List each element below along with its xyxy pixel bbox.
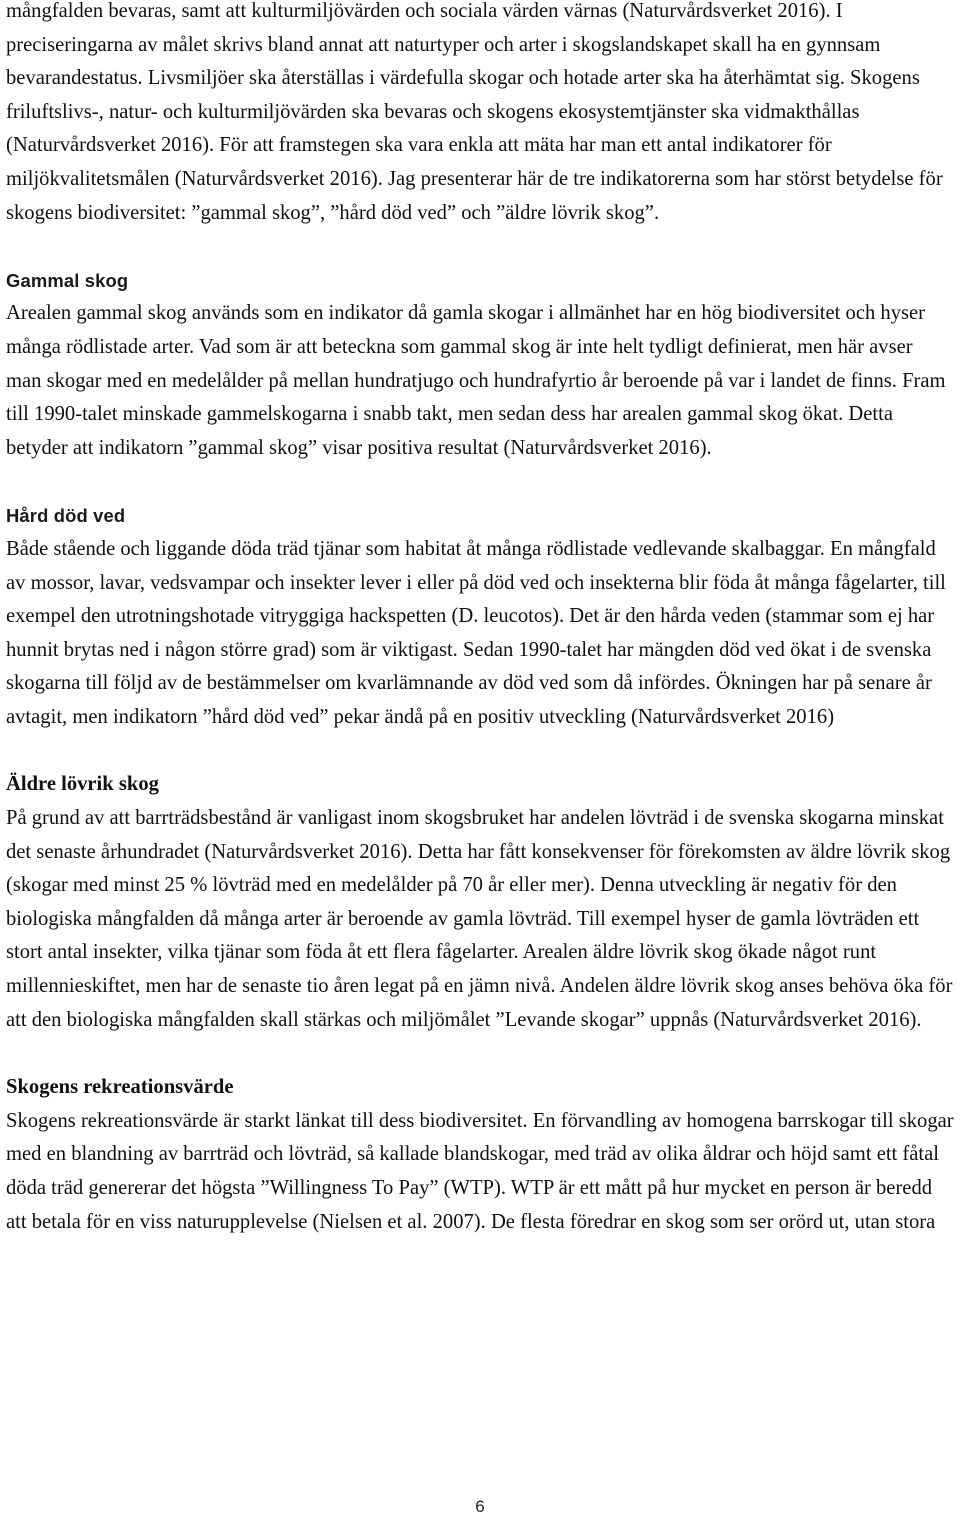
paragraph-gap: [6, 734, 960, 768]
section-body-gammal-skog: Arealen gammal skog används som en indikator då gamla skogar i allmänhet har en hög biodiversitet och hyser många rödlistade arter. Vad som är att beteckna som gammal skog är inte helt tydligt definierat, men här avser man skogar med en medelålder på mellan hundratjugo och hundrafyrtio år beroende på var i landet de finns. Fram till 1990-talet minskade gammelskogarna i snabb takt, men sedan dess har arealen gammal skog ökat. Detta betyder att indikatorn ”gammal skog” visar positiva resultat (Naturvårdsverket 2016).: [6, 302, 946, 459]
paragraph-gap: [6, 1037, 960, 1071]
section-heading-hard-dod-ved: Hård död ved: [6, 505, 126, 527]
paragraph-gap: [6, 230, 960, 264]
section-heading-gammal-skog: Gammal skog: [6, 269, 129, 291]
section-heading-skogens-rekreationsvarde: Skogens rekreationsvärde: [6, 1076, 234, 1099]
section-heading-aldre-lovrik-skog: Äldre lövrik skog: [6, 773, 159, 796]
section-body-aldre-lovrik-skog: På grund av att barrträdsbestånd är vanligast inom skogsbruket har andelen lövträd i de svenska skogarna minskat det senaste århundradet (Naturvårdsverket 2016). Detta har fått konsekvenser för förekomsten av äldre lövrik skog (skogar med minst 25 % lövträd med en medelålder på 70 år eller mer). Denna utveckling är negativ för den biologiska mångfalden då många arter är beroende av gamla lövträd. Till exempel hyser de gamla lövträden ett stort antal insekter, vilka tjänar som föda åt ett flera fågelarter. Arealen äldre lövrik skog ökade något runt millennieskiftet, men har de senaste tio åren legat på en jämn nivå. Andelen äldre lövrik skog anses behöva öka för att den biologiska mångfalden skall stärkas och miljömålet ”Levande skogar” uppnås (Naturvårdsverket 2016).: [6, 807, 953, 1031]
page-content: [6, 0, 960, 1239]
page-number: 6: [475, 1497, 485, 1516]
intro-paragraph: mångfalden bevaras, samt att kulturmiljövärden och sociala värden värnas (Naturvårdsverket 2016). I preciseringarna av målet skrivs bland annat att naturtyper och arter i skogslandskapet skall ha en gynnsam bevarandestatus. Livsmiljöer ska återställas i värdefulla skogar och hotade arter ska ha återhämtat sig. Skogens friluftslivs-, natur- och kulturmiljövärden ska bevaras och skogens ekosystemtjänster ska vidmakthållas (Naturvårdsverket 2016). För att framstegen ska vara enkla att mäta har man ett antal indikatorer för miljökvalitetsmålen (Naturvårdsverket 2016). Jag presenterar här de tre indikatorerna som har störst betydelse för skogens biodiversitet: ”gammal skog”, ”hård död ved” och ”äldre lövrik skog”.: [6, 0, 943, 224]
paragraph-gap: [6, 465, 960, 499]
section-body-skogens-rekreationsvarde: Skogens rekreationsvärde är starkt länkat till dess biodiversitet. En förvandling av homogena barrskogar till skogar med en blandning av barrträd och lövträd, så kallade blandskogar, med träd av olika åldrar och höjd samt ett fåtal döda träd genererar det högsta ”Willingness To Pay” (WTP). WTP är ett mått på hur mycket en person är beredd att betala för en viss naturupplevelse (Nielsen et al. 2007). De flesta föredrar en skog som ser orörd ut, utan stora: [6, 1109, 954, 1233]
section-body-hard-dod-ved: Både stående och liggande döda träd tjänar som habitat åt många rödlistade vedlevande skalbaggar. En mångfald av mossor, lavar, vedsvampar och insekter lever i eller på död ved och insekterna blir föda åt många fågelarter, till exempel den utrotningshotade vitryggiga hackspetten (D. leucotos). Det är den hårda veden (stammar som ej har hunnit brytas ned i någon större grad) som är viktigast. Sedan 1990-talet har mängden död ved ökat i de svenska skogarna till följd av de bestämmelser om kvarlämnande av död ved som då infördes. Ökningen har på senare år avtagit, men indikatorn ”hård död ved” pekar ändå på en positiv utveckling (Naturvårdsverket 2016): [6, 537, 946, 728]
